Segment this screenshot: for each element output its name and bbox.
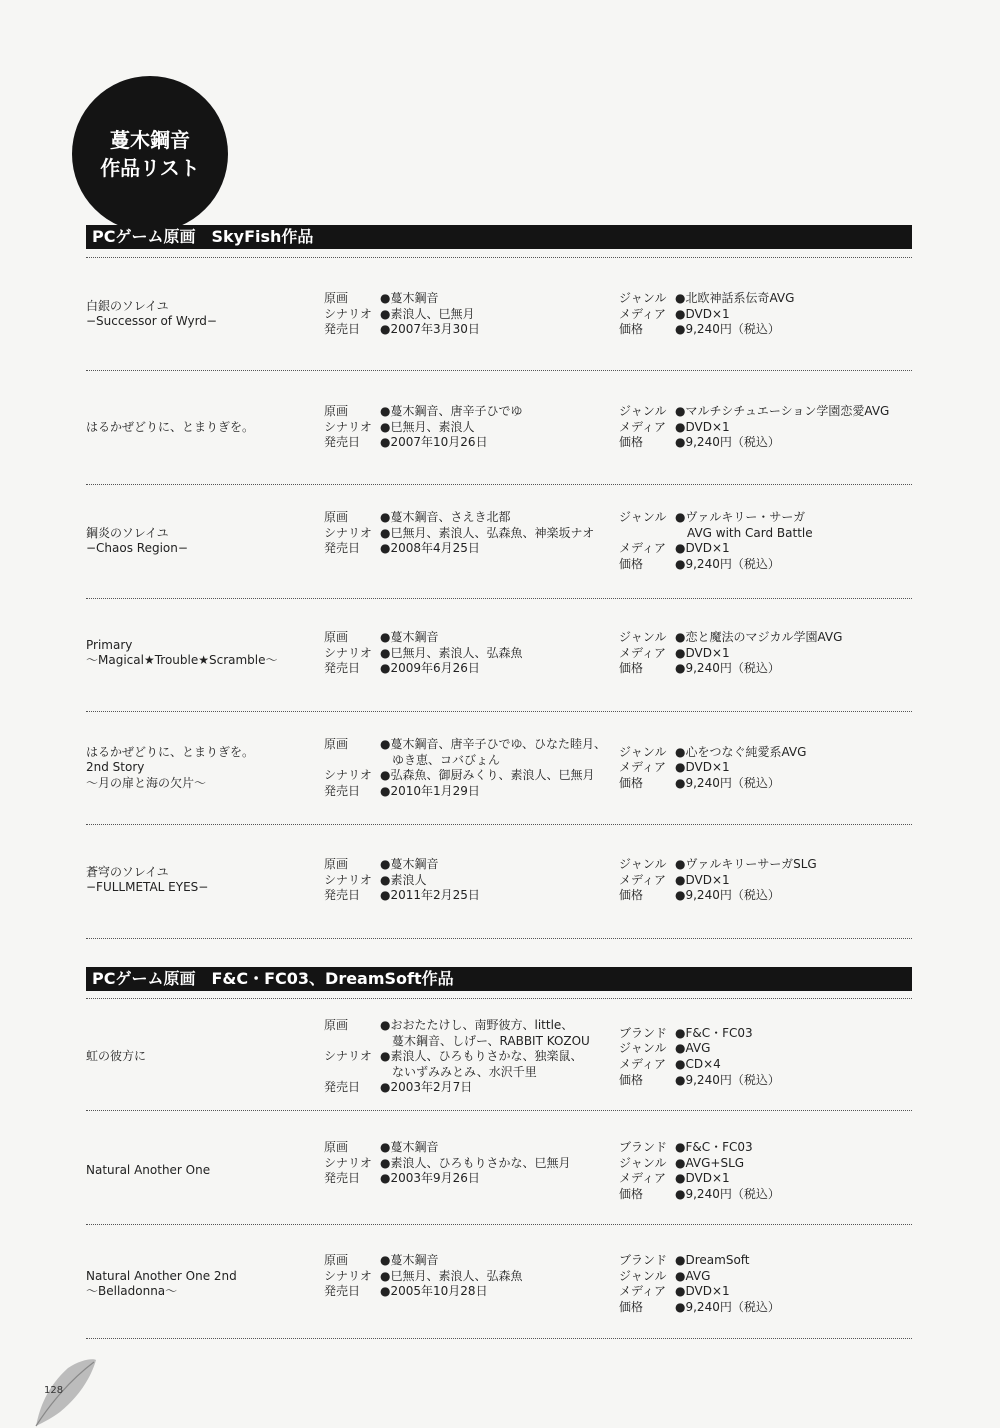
detail-value-line: ● マルチシチュエーション学園恋愛AVG — [675, 404, 919, 420]
detail-value — [675, 307, 919, 323]
detail-value — [675, 857, 919, 873]
detail-value-line: ● DVD×1 — [675, 873, 919, 889]
work-title-line: 〜月の扉と海の欠片〜 — [86, 775, 207, 790]
detail-value — [675, 1300, 919, 1316]
detail-value-line: ● 2003年2月7日 — [380, 1080, 624, 1096]
work-title-line: Natural Another One — [86, 1163, 211, 1178]
work-title-line: 蒼穹のソレイユ — [86, 864, 169, 879]
detail-label: ジャンル — [619, 404, 667, 418]
detail-row — [324, 661, 624, 677]
detail-label: ブランド — [619, 1253, 668, 1267]
detail-value — [675, 435, 919, 451]
detail-value — [380, 1140, 624, 1156]
detail-value-line: ● 蔓木鋼音、さえき北都 — [380, 510, 624, 526]
product-info-column — [619, 1026, 919, 1088]
detail-label: 価格 — [619, 661, 644, 676]
work-title-line: 鋼炎のソレイユ — [86, 525, 169, 540]
work-title — [86, 1269, 311, 1300]
product-info-column — [619, 1140, 919, 1202]
detail-label: メディア — [619, 1171, 667, 1186]
work-title-line: −Successor of Wyrd− — [86, 314, 217, 329]
section-heading-fc: PCゲーム原画 F&C・FC03、DreamSoft作品 — [86, 967, 912, 991]
divider — [86, 824, 912, 825]
work-title — [86, 526, 311, 557]
detail-value-line: ● 弘森魚、御厨みくり、素浪人、巳無月 — [380, 768, 624, 784]
detail-row — [324, 1284, 624, 1300]
detail-value — [675, 541, 919, 557]
detail-label: シナリオ — [324, 419, 372, 434]
detail-value-line: ● 蔓木鋼音、唐辛子ひでゆ — [380, 404, 624, 420]
detail-label: シナリオ — [324, 1049, 372, 1064]
detail-value — [675, 420, 919, 436]
detail-value — [380, 541, 624, 557]
work-title — [86, 1163, 311, 1179]
detail-value-line: ● おおたたけし、南野彼方、little、 — [380, 1018, 624, 1034]
detail-label: ジャンル — [619, 857, 667, 871]
work-title-line: Primary — [86, 637, 133, 652]
title-badge — [72, 76, 228, 232]
detail-row — [324, 322, 624, 338]
detail-label: ジャンル — [619, 630, 667, 644]
detail-label: シナリオ — [324, 1155, 372, 1170]
detail-label: 価格 — [619, 556, 644, 571]
detail-row — [324, 784, 624, 800]
work-title-line: Natural Another One 2nd — [86, 1268, 237, 1283]
detail-value — [675, 1026, 919, 1042]
detail-value-line: ● 9,240円（税込） — [675, 888, 919, 904]
detail-label: ジャンル — [619, 510, 667, 524]
detail-label: 原画 — [324, 404, 349, 418]
detail-row — [619, 1253, 919, 1269]
page-number: 128 — [44, 1385, 64, 1396]
detail-label: 原画 — [324, 1140, 349, 1154]
detail-row — [619, 1026, 919, 1042]
divider — [86, 998, 912, 999]
detail-label: 発売日 — [324, 888, 361, 903]
detail-row — [619, 291, 919, 307]
detail-value — [675, 1187, 919, 1203]
divider — [86, 370, 912, 371]
detail-value — [675, 646, 919, 662]
feather-icon — [30, 1356, 100, 1428]
divider — [86, 598, 912, 599]
detail-row — [619, 646, 919, 662]
detail-row — [324, 768, 624, 784]
detail-row — [619, 1187, 919, 1203]
detail-value-line: ● 蔓木鋼音 — [380, 291, 624, 307]
detail-value-line: ● ヴァルキリー・サーガ — [675, 510, 919, 526]
detail-value-line: ● 9,240円（税込） — [675, 557, 919, 573]
detail-value-line: ● 2007年10月26日 — [380, 435, 624, 451]
credits-column — [324, 737, 624, 799]
product-info-column — [619, 291, 919, 338]
detail-row — [324, 646, 624, 662]
detail-value — [380, 1156, 624, 1172]
detail-value — [675, 873, 919, 889]
detail-value — [675, 776, 919, 792]
detail-row — [324, 1049, 624, 1080]
detail-value — [380, 1080, 624, 1096]
detail-row — [619, 557, 919, 573]
detail-value-line: ● 巳無月、素浪人、弘森魚 — [380, 1269, 624, 1285]
detail-label: 原画 — [324, 857, 349, 871]
detail-label: メディア — [619, 306, 667, 321]
detail-value — [380, 526, 624, 542]
detail-row — [619, 435, 919, 451]
detail-label: 発売日 — [324, 783, 361, 798]
detail-row — [619, 307, 919, 323]
title-line-1: 蔓木鋼音 — [110, 128, 190, 152]
detail-row — [324, 737, 624, 768]
product-info-column — [619, 745, 919, 792]
detail-label: ジャンル — [619, 744, 667, 759]
detail-value — [675, 661, 919, 677]
detail-label: 発売日 — [324, 1080, 361, 1095]
detail-row — [324, 1018, 624, 1049]
detail-value — [380, 1171, 624, 1187]
detail-label: 発売日 — [324, 661, 361, 676]
detail-value — [675, 1253, 919, 1269]
detail-value-line: ● CD×4 — [675, 1057, 919, 1073]
detail-value — [675, 1156, 919, 1172]
detail-row — [619, 1073, 919, 1089]
detail-value — [380, 1253, 624, 1269]
detail-value — [380, 1284, 624, 1300]
detail-value — [380, 510, 624, 526]
detail-value — [675, 745, 919, 761]
detail-row — [619, 661, 919, 677]
detail-value-line: ● 2010年1月29日 — [380, 784, 624, 800]
work-title-line: 白銀のソレイユ — [86, 298, 169, 313]
detail-value-line: ないずみみとみ、水沢千里 — [392, 1064, 537, 1079]
detail-row — [324, 404, 624, 420]
credits-column — [324, 1253, 624, 1300]
detail-value-line: ● 北欧神話系伝奇AVG — [675, 291, 919, 307]
detail-row — [619, 888, 919, 904]
detail-value-line: ● 蔓木鋼音 — [380, 1140, 624, 1156]
work-title-line: はるかぜどりに、とまりぎを。 — [86, 744, 255, 759]
work-title — [86, 1049, 311, 1065]
section-heading-skyfish: PCゲーム原画 SkyFish作品 — [86, 225, 912, 249]
work-title-line: 〜Belladonna〜 — [86, 1284, 178, 1299]
detail-value — [675, 1269, 919, 1285]
work-title-line: はるかぜどりに、とまりぎを。 — [86, 419, 255, 434]
work-title-line: 〜Magical★Trouble★Scramble〜 — [86, 653, 278, 668]
detail-value — [675, 760, 919, 776]
detail-label: ブランド — [619, 1140, 668, 1154]
detail-row — [619, 1269, 919, 1285]
detail-value-line: ● 9,240円（税込） — [675, 322, 919, 338]
detail-label: メディア — [619, 541, 667, 556]
detail-value — [675, 1041, 919, 1057]
detail-value-line: ● 巳無月、素浪人、弘森魚 — [380, 646, 624, 662]
detail-label: ジャンル — [619, 1155, 667, 1170]
detail-label: ジャンル — [619, 1268, 667, 1283]
detail-value — [380, 857, 624, 873]
detail-value-line: ● 2007年3月30日 — [380, 322, 624, 338]
detail-value-line: ● F&C・FC03 — [675, 1140, 919, 1156]
credits-column — [324, 630, 624, 677]
detail-value — [380, 1269, 624, 1285]
detail-value-line: ● 9,240円（税込） — [675, 1187, 919, 1203]
detail-label: 原画 — [324, 510, 349, 524]
detail-value — [380, 435, 624, 451]
detail-row — [324, 857, 624, 873]
detail-row — [619, 1300, 919, 1316]
detail-row — [619, 1041, 919, 1057]
work-title — [86, 745, 311, 792]
detail-row — [619, 873, 919, 889]
detail-label: ジャンル — [619, 291, 667, 305]
work-title-line: −FULLMETAL EYES− — [86, 880, 209, 895]
detail-value-line: ● DVD×1 — [675, 760, 919, 776]
detail-row — [324, 1171, 624, 1187]
detail-value-line: ● AVG+SLG — [675, 1156, 919, 1172]
detail-label: 原画 — [324, 1253, 349, 1267]
work-title — [86, 299, 311, 330]
product-info-column — [619, 510, 919, 572]
detail-row — [324, 630, 624, 646]
detail-value-line: ● 素浪人、巳無月 — [380, 307, 624, 323]
detail-value-line: ● DreamSoft — [675, 1253, 919, 1269]
work-title — [86, 865, 311, 896]
detail-label: シナリオ — [324, 872, 372, 887]
detail-label: 発売日 — [324, 1284, 361, 1299]
detail-value — [675, 1073, 919, 1089]
detail-row — [324, 526, 624, 542]
work-title-line: 虹の彼方に — [86, 1049, 147, 1064]
divider — [86, 1338, 912, 1339]
detail-row — [619, 510, 919, 541]
detail-value-line: ● 2009年6月26日 — [380, 661, 624, 677]
detail-label: 原画 — [324, 737, 349, 751]
detail-value-line: ● 蔓木鋼音、唐辛子ひでゆ、ひなた睦月、 — [380, 737, 624, 753]
detail-row — [324, 541, 624, 557]
detail-value-line: ● ヴァルキリーサーガSLG — [675, 857, 919, 873]
detail-value-line: ● DVD×1 — [675, 541, 919, 557]
detail-value-line: ● AVG — [675, 1269, 919, 1285]
detail-value-line: ● 巳無月、素浪人 — [380, 420, 624, 436]
detail-value — [380, 873, 624, 889]
detail-value-line: ● DVD×1 — [675, 420, 919, 436]
detail-label: 原画 — [324, 630, 349, 644]
detail-label: 発売日 — [324, 541, 361, 556]
detail-value-line: ● DVD×1 — [675, 646, 919, 662]
detail-label: ジャンル — [619, 1041, 667, 1056]
detail-label: 価格 — [619, 1299, 644, 1314]
detail-value-line: ● 2005年10月28日 — [380, 1284, 624, 1300]
detail-row — [619, 404, 919, 420]
detail-value — [675, 1140, 919, 1156]
detail-label: メディア — [619, 1284, 667, 1299]
credits-column — [324, 404, 624, 451]
detail-label: 原画 — [324, 1018, 349, 1032]
detail-label: 価格 — [619, 435, 644, 450]
divider — [86, 484, 912, 485]
detail-value-line: 蔓木鋼音、しげー、RABBIT KOZOU — [392, 1033, 590, 1048]
product-info-column — [619, 857, 919, 904]
detail-value — [380, 291, 624, 307]
detail-value — [380, 646, 624, 662]
detail-value — [675, 1171, 919, 1187]
detail-label: メディア — [619, 1056, 667, 1071]
detail-value-line: ● 恋と魔法のマジカル学園AVG — [675, 630, 919, 646]
detail-value-line: ● 素浪人 — [380, 873, 624, 889]
detail-value-line: ● DVD×1 — [675, 307, 919, 323]
detail-row — [619, 420, 919, 436]
detail-value — [675, 630, 919, 646]
detail-value-line: ● 2003年9月26日 — [380, 1171, 624, 1187]
detail-label: シナリオ — [324, 1268, 372, 1283]
detail-value-line: ● 素浪人、ひろもりさかな、巳無月 — [380, 1156, 624, 1172]
detail-row — [619, 857, 919, 873]
detail-row — [619, 630, 919, 646]
detail-row — [324, 420, 624, 436]
detail-label: 価格 — [619, 1186, 644, 1201]
detail-row — [324, 307, 624, 323]
detail-row — [619, 1284, 919, 1300]
detail-row — [619, 1171, 919, 1187]
detail-row — [619, 745, 919, 761]
detail-value-line: ● 蔓木鋼音 — [380, 630, 624, 646]
detail-value — [675, 510, 919, 541]
detail-value — [380, 1049, 624, 1080]
detail-value-line: ● DVD×1 — [675, 1284, 919, 1300]
detail-value — [380, 630, 624, 646]
detail-value — [380, 404, 624, 420]
detail-label: 価格 — [619, 888, 644, 903]
detail-row — [324, 1253, 624, 1269]
detail-value-line: ゆき恵、コバびょん — [392, 752, 501, 767]
product-info-column — [619, 1253, 919, 1315]
detail-value-line: ● F&C・FC03 — [675, 1026, 919, 1042]
detail-label: メディア — [619, 760, 667, 775]
detail-value — [675, 888, 919, 904]
detail-label: 発売日 — [324, 435, 361, 450]
detail-row — [619, 541, 919, 557]
detail-label: 価格 — [619, 775, 644, 790]
detail-value-line: ● 9,240円（税込） — [675, 776, 919, 792]
detail-value-line: ● 巳無月、素浪人、弘森魚、神楽坂ナオ — [380, 526, 624, 542]
divider — [86, 711, 912, 712]
divider — [86, 1110, 912, 1111]
detail-value — [380, 420, 624, 436]
detail-value-line: ● DVD×1 — [675, 1171, 919, 1187]
detail-value — [380, 784, 624, 800]
detail-row — [619, 1057, 919, 1073]
detail-row — [324, 1156, 624, 1172]
detail-row — [324, 291, 624, 307]
detail-value — [675, 322, 919, 338]
divider — [86, 938, 912, 939]
credits-column — [324, 857, 624, 904]
credits-column — [324, 1140, 624, 1187]
detail-value — [380, 1018, 624, 1049]
detail-row — [324, 1080, 624, 1096]
detail-value — [675, 404, 919, 420]
detail-label: 原画 — [324, 291, 349, 305]
detail-value-line: ● 9,240円（税込） — [675, 435, 919, 451]
detail-row — [324, 1269, 624, 1285]
divider — [86, 1224, 912, 1225]
title-line-2: 作品リスト — [100, 156, 200, 180]
detail-value-line: ● 2011年2月25日 — [380, 888, 624, 904]
detail-label: ブランド — [619, 1025, 668, 1040]
work-title-line: 2nd Story — [86, 760, 145, 775]
detail-label: 発売日 — [324, 1171, 361, 1186]
detail-value-line: ● 蔓木鋼音 — [380, 857, 624, 873]
detail-label: メディア — [619, 872, 667, 887]
product-info-column — [619, 630, 919, 677]
detail-row — [324, 510, 624, 526]
detail-value — [380, 888, 624, 904]
detail-row — [324, 888, 624, 904]
detail-value — [380, 661, 624, 677]
detail-value-line: ● 9,240円（税込） — [675, 1073, 919, 1089]
detail-label: 価格 — [619, 1072, 644, 1087]
detail-label: メディア — [619, 645, 667, 660]
detail-row — [324, 435, 624, 451]
detail-value-line: ● 素浪人、ひろもりさかな、独楽鼠、 — [380, 1049, 624, 1065]
detail-value — [675, 557, 919, 573]
detail-row — [619, 1156, 919, 1172]
detail-value — [380, 737, 624, 768]
detail-row — [619, 322, 919, 338]
detail-label: シナリオ — [324, 525, 372, 540]
credits-column — [324, 1018, 624, 1096]
divider — [86, 257, 912, 258]
detail-row — [324, 1140, 624, 1156]
work-title — [86, 420, 311, 436]
detail-label: シナリオ — [324, 645, 372, 660]
detail-row — [619, 1140, 919, 1156]
detail-value — [675, 1284, 919, 1300]
work-title — [86, 638, 311, 669]
detail-value-line: ● AVG — [675, 1041, 919, 1057]
product-info-column — [619, 404, 919, 451]
detail-row — [619, 760, 919, 776]
detail-value-line: AVG with Card Battle — [687, 525, 813, 540]
detail-value-line: ● 9,240円（税込） — [675, 1300, 919, 1316]
detail-value — [675, 291, 919, 307]
detail-label: シナリオ — [324, 768, 372, 783]
detail-value-line: ● 9,240円（税込） — [675, 661, 919, 677]
work-title-line: −Chaos Region− — [86, 541, 188, 556]
detail-label: 発売日 — [324, 322, 361, 337]
credits-column — [324, 510, 624, 557]
detail-value-line: ● 心をつなぐ純愛系AVG — [675, 745, 919, 761]
detail-label: シナリオ — [324, 306, 372, 321]
detail-label: 価格 — [619, 322, 644, 337]
detail-value-line: ● 2008年4月25日 — [380, 541, 624, 557]
detail-row — [324, 873, 624, 889]
detail-value — [380, 768, 624, 784]
detail-value — [380, 322, 624, 338]
credits-column — [324, 291, 624, 338]
detail-value — [675, 1057, 919, 1073]
detail-label: メディア — [619, 419, 667, 434]
detail-value-line: ● 蔓木鋼音 — [380, 1253, 624, 1269]
detail-row — [619, 776, 919, 792]
detail-value — [380, 307, 624, 323]
